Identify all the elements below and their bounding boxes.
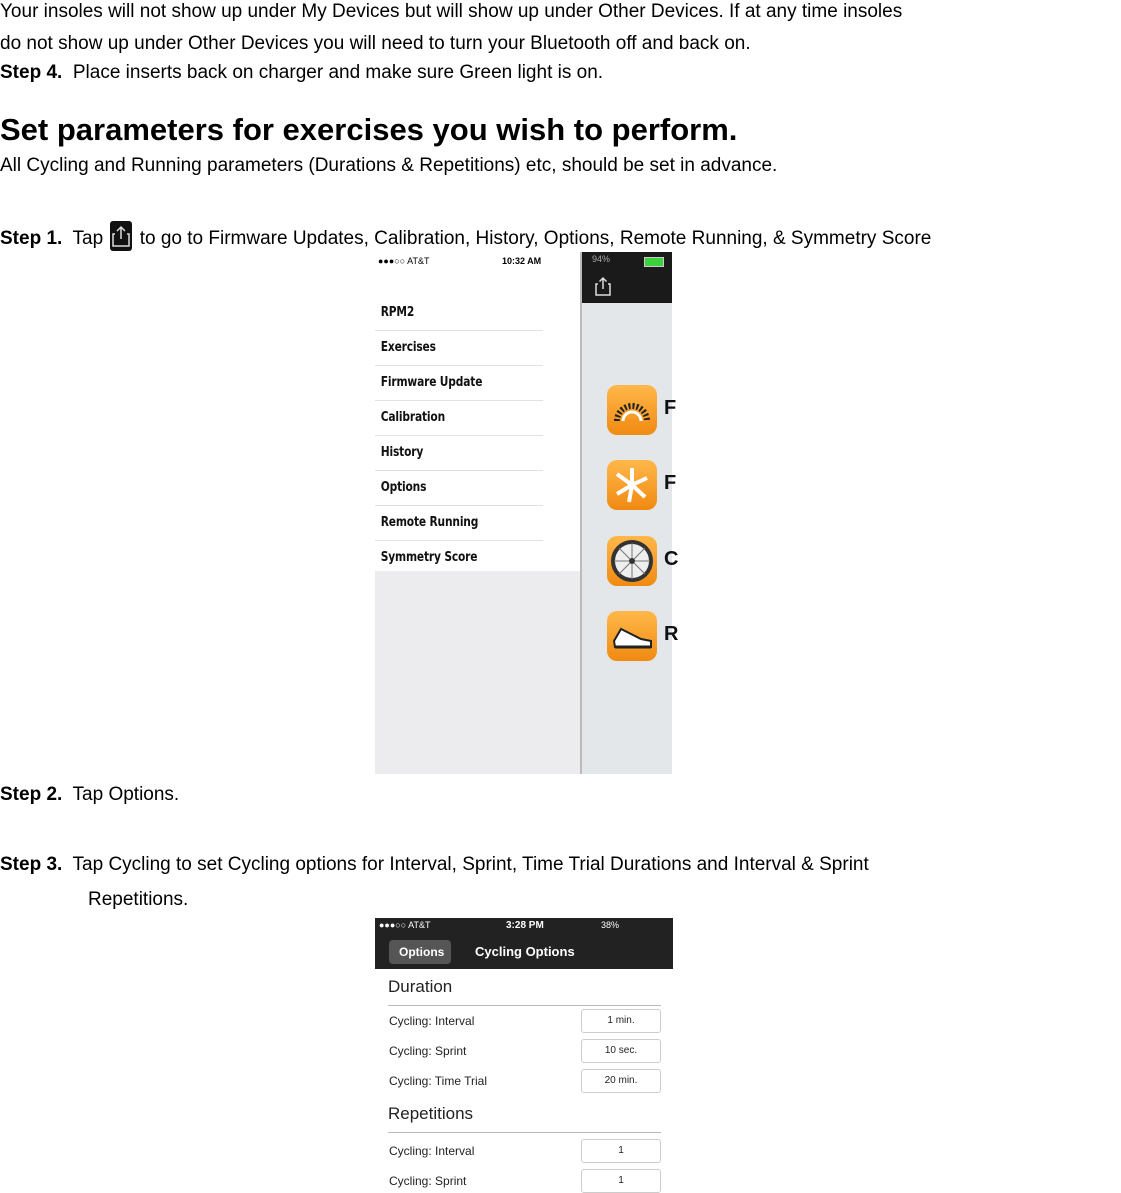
icon-label-2: F: [664, 472, 677, 494]
pinwheel-icon[interactable]: [607, 460, 657, 510]
repetitions-sprint-label: Cycling: Sprint: [389, 1174, 467, 1188]
repetitions-interval-label: Cycling: Interval: [389, 1144, 475, 1158]
share-icon[interactable]: [595, 276, 611, 296]
status-time: 10:32 AM: [502, 256, 542, 266]
repetitions-interval-field[interactable]: 1: [581, 1139, 661, 1163]
step3-label: Step 3.: [0, 854, 63, 875]
carrier-label: ●●●○○ AT&T: [379, 920, 431, 930]
intro-line-2: do not show up under Other Devices you will need to turn your Bluetooth off and back on.: [0, 33, 751, 54]
wheel-icon[interactable]: [607, 536, 657, 586]
duration-time-trial-field[interactable]: 20 min.: [581, 1069, 661, 1093]
menu-header: [375, 272, 580, 297]
icon-label-3: C: [664, 548, 679, 570]
section-subheading: All Cycling and Running parameters (Durations & Repetitions) etc, should be set in advance.: [0, 155, 778, 176]
duration-sprint-field[interactable]: 10 sec.: [581, 1039, 661, 1063]
status-time: 3:28 PM: [506, 920, 544, 931]
duration-time-trial-label: Cycling: Time Trial: [389, 1074, 488, 1088]
duration-header: Duration: [388, 977, 453, 996]
status-bar: [375, 252, 580, 272]
icon-label-4: R: [664, 623, 679, 645]
repetitions-sprint-field[interactable]: 1: [581, 1169, 661, 1193]
nav-bar: [375, 918, 673, 969]
step1-post: to go to Firmware Updates, Calibration, History, Options, Remote Running, & Symmetry Score: [134, 228, 932, 249]
battery-label: 38%: [601, 920, 620, 930]
step1-label: Step 1.: [0, 228, 63, 249]
carrier-label: ●●●○○ AT&T: [378, 256, 430, 266]
menu-item-exercises[interactable]: Exercises: [375, 331, 543, 366]
screen-title: Cycling Options: [475, 944, 575, 959]
duration-interval-label: Cycling: Interval: [389, 1014, 475, 1028]
menu-item-history[interactable]: History: [375, 436, 543, 471]
step2-text: [0, 783, 179, 807]
main-panel-peek: [580, 252, 679, 774]
shoe-icon[interactable]: [607, 611, 657, 661]
step4-body: Place inserts back on charger and make sure Green light is on.: [62, 62, 604, 83]
right-status: 94%: [592, 254, 611, 264]
step3-body: Tap Cycling to set Cycling options for Interval, Sprint, Time Trial Durations and Interval & Sprint: [62, 854, 869, 875]
step3-text: [0, 853, 869, 877]
divider: [388, 1005, 661, 1006]
menu-item-rpm2[interactable]: RPM2: [375, 296, 543, 331]
divider: [388, 1132, 661, 1133]
duration-sprint-label: Cycling: Sprint: [389, 1044, 467, 1058]
step2-label: Step 2.: [0, 784, 63, 805]
menu-item-symmetry-score[interactable]: Symmetry Score: [375, 541, 543, 576]
fan-arc-icon[interactable]: [607, 385, 657, 435]
step1-pre: Tap: [62, 228, 109, 249]
repetitions-header: Repetitions: [388, 1104, 474, 1123]
main-panel-toolbar: [582, 252, 672, 303]
section-heading: Set parameters for exercises you wish to perform.: [0, 112, 738, 147]
intro-line-1: Your insoles will not show up under My Devices but will show up under Other Devices. If at any time insoles: [0, 1, 903, 22]
icon-label-1: F: [664, 397, 677, 419]
menu-item-remote-running[interactable]: Remote Running: [375, 506, 543, 541]
battery-icon: [644, 257, 664, 267]
step4-label: Step 4.: [0, 62, 63, 83]
duration-interval-field[interactable]: 1 min.: [581, 1009, 661, 1033]
step3-text-cont: Repetitions.: [88, 889, 189, 910]
menu-empty-area: [375, 571, 580, 774]
menu-item-firmware-update[interactable]: Firmware Update: [375, 366, 543, 401]
side-menu: [375, 296, 580, 576]
back-button[interactable]: Options: [389, 940, 451, 964]
step4-text: [0, 61, 603, 85]
menu-item-calibration[interactable]: Calibration: [375, 401, 543, 436]
step1-text: [0, 221, 931, 251]
cycling-options-screenshot: [375, 918, 673, 1189]
menu-screenshot: [375, 252, 679, 774]
menu-item-options[interactable]: Options: [375, 471, 543, 506]
step2-body: Tap Options.: [62, 784, 180, 805]
share-icon: [110, 221, 132, 251]
